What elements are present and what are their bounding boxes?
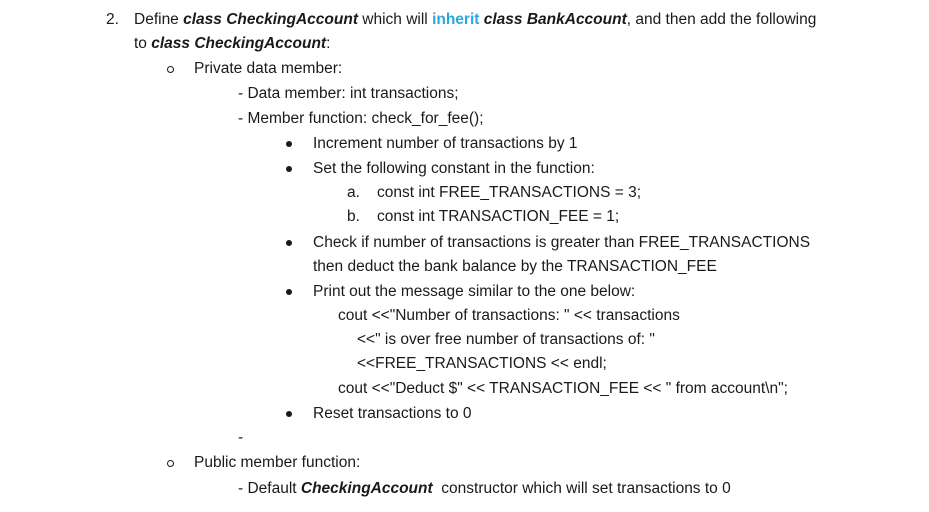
const-b-marker: b. <box>347 208 360 225</box>
text: , and then add the following <box>626 11 817 28</box>
text: which will <box>357 11 433 28</box>
class-name: class BankAccount <box>483 11 627 28</box>
class-name: class CheckingAccount <box>183 11 358 28</box>
bullet-icon <box>286 141 292 147</box>
const-a: const int FREE_TRANSACTIONS = 3; <box>377 184 642 201</box>
member-function-line: - Member function: check_for_fee(); <box>238 110 484 127</box>
code-line-1: cout <<"Number of transactions: " << transactions <box>338 307 680 324</box>
item-intro-line-1 <box>134 10 816 30</box>
hollow-bullet-icon <box>167 66 174 73</box>
text: constructor which will set transactions to 0 <box>432 480 731 497</box>
constructor-line <box>238 479 731 499</box>
bullet-icon <box>286 166 292 172</box>
set-constant-bullet: Set the following constant in the function: <box>313 160 595 177</box>
bullet-icon <box>286 240 292 246</box>
text: - Default <box>238 480 301 497</box>
reset-bullet: Reset transactions to 0 <box>313 405 472 422</box>
increment-bullet: Increment number of transactions by 1 <box>313 135 578 152</box>
print-bullet: Print out the message similar to the one below: <box>313 283 636 300</box>
code-line-4: cout <<"Deduct $" << TRANSACTION_FEE << " from account\n"; <box>338 380 788 397</box>
class-name: CheckingAccount <box>300 480 433 497</box>
code-line-3: <<FREE_TRANSACTIONS << endl; <box>357 355 607 372</box>
text: Define <box>134 11 184 28</box>
text: to <box>134 35 152 52</box>
item-number: 2. <box>106 11 119 28</box>
public-label: Public member function: <box>194 454 361 471</box>
empty-dash: - <box>238 429 244 446</box>
inherit-keyword: inherit <box>432 11 480 28</box>
class-name: class CheckingAccount <box>151 35 327 52</box>
bullet-icon <box>286 289 292 295</box>
item-intro-line-2 <box>134 34 330 54</box>
const-b: const int TRANSACTION_FEE = 1; <box>377 208 620 225</box>
text: : <box>326 35 331 52</box>
hollow-bullet-icon <box>167 460 174 467</box>
data-member-line: - Data member: int transactions; <box>238 85 459 102</box>
check-bullet-line-1: Check if number of transactions is greater than FREE_TRANSACTIONS <box>313 234 811 251</box>
code-line-2: <<" is over free number of transactions of: " <box>357 331 655 348</box>
bullet-icon <box>286 411 292 417</box>
private-label: Private data member: <box>194 60 343 77</box>
check-bullet-line-2: then deduct the bank balance by the TRANSACTION_FEE <box>313 258 717 275</box>
const-a-marker: a. <box>347 184 360 201</box>
